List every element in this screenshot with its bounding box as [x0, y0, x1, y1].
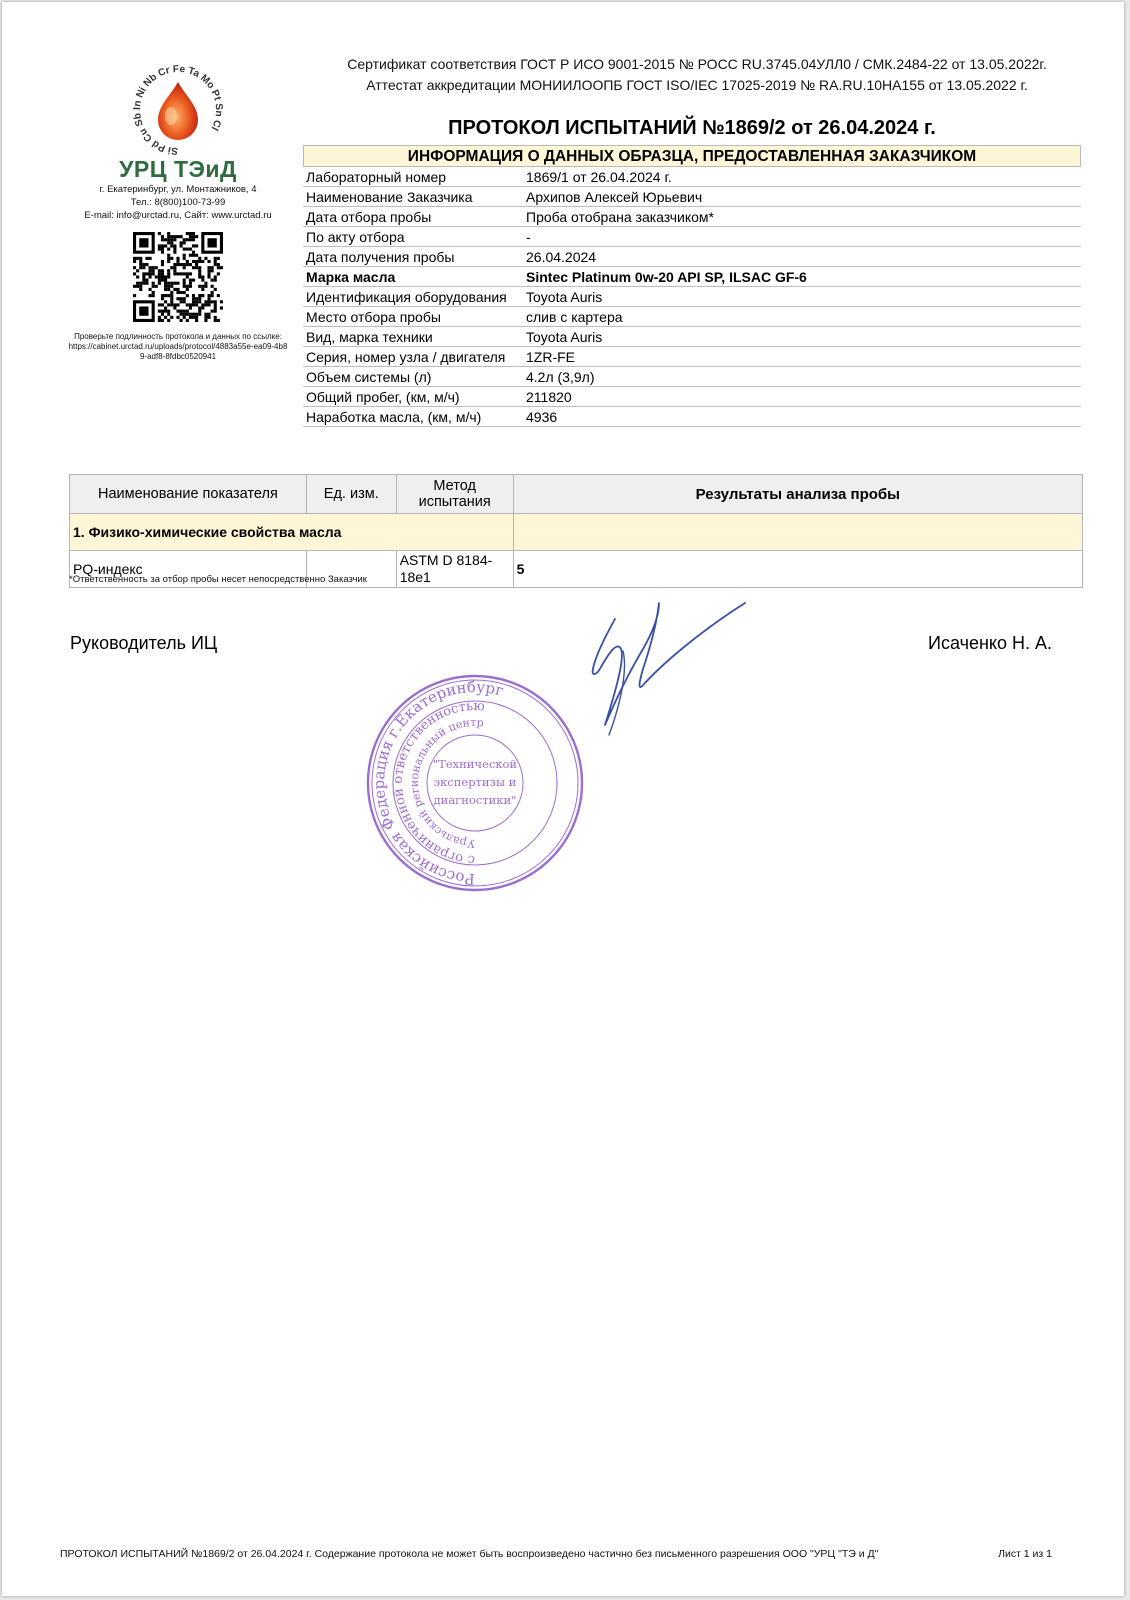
lab-address: г. Екатеринбург, ул. Монтажников, 4 [99, 184, 257, 195]
sample-info-heading: ИНФОРМАЦИЯ О ДАННЫХ ОБРАЗЦА, ПРЕДОСТАВЛЕННАЯ ЗАКАЗЧИКОМ [303, 145, 1081, 167]
stamp-outer-text: Российская Федерация г.Екатеринбург [369, 677, 506, 889]
info-value: 4.2л (3,9л) [526, 369, 595, 385]
info-label: Место отбора пробы [306, 309, 441, 325]
indicator-value: 5 [513, 551, 1082, 588]
lab-phone: Тел.: 8(800)100-73-99 [130, 197, 226, 208]
stamp-center-line-1: "Технической [432, 757, 518, 771]
info-row [303, 267, 1081, 287]
stamp-ring-text: с ограниченной ответственностью [390, 698, 486, 868]
indicator-name: PQ-индекс [70, 551, 307, 588]
info-value: Sintec Platinum 0w-20 API SP, ILSAC GF-6 [526, 269, 807, 285]
section-empty-cell [513, 514, 1082, 551]
info-label: Марка масла [306, 269, 396, 285]
info-value: Проба отобрана заказчиком* [526, 209, 715, 225]
info-row [303, 327, 1081, 347]
page-number: Лист 1 из 1 [998, 1548, 1052, 1560]
info-label: Общий пробег, (км, м/ч) [306, 389, 460, 405]
info-value: Toyota Auris [526, 329, 603, 345]
col-method: Метод испытания [396, 475, 513, 514]
info-row [303, 227, 1081, 247]
info-row [303, 187, 1081, 207]
accreditation-line: Аттестат аккредитации МОНИИЛООПБ ГОСТ ISO/IEC 17025-2019 № RA.RU.10НА155 от 13.05.2022 г. [366, 77, 1028, 93]
info-value: Toyota Auris [526, 289, 603, 305]
stamp-ring2-text: Уральский региональный центр [408, 715, 485, 851]
info-row [303, 347, 1081, 367]
qr-code-icon[interactable] [133, 232, 223, 322]
info-label: По акту отбора [306, 229, 405, 245]
col-indicator-name: Наименование показателя [70, 475, 307, 514]
indicator-method: ASTM D 8184-18e1 [396, 551, 513, 588]
signature-icon [587, 597, 757, 747]
col-results: Результаты анализа пробы [513, 475, 1082, 514]
footnote: *Ответственность за отбор пробы несет непосредственно Заказчик [69, 574, 367, 585]
stamp-center-line-2: экспертизы и [433, 775, 517, 789]
info-label: Объем системы (л) [306, 369, 432, 385]
certificate-line: Сертификат соответствия ГОСТ Р ИСО 9001-2015 № РОСС RU.3745.04УЛЛ0 / СМК.2484-22 от 13.05.2022г. [347, 56, 1047, 72]
signer-name: Исаченко Н. А. [928, 633, 1052, 653]
section-title: 1. Физико-химические свойства масла [70, 514, 514, 551]
info-value: 4936 [526, 409, 558, 425]
protocol-title: ПРОТОКОЛ ИСПЫТАНИЙ №1869/2 от 26.04.2024 г. [448, 117, 936, 139]
document-page [2, 2, 1124, 1596]
info-value: - [526, 229, 531, 245]
info-label: Дата получения пробы [306, 249, 455, 265]
info-value: 1869/1 от 26.04.2024 г. [526, 169, 672, 185]
lab-logo-icon [118, 52, 238, 156]
lab-email-site[interactable]: E-mail: info@urctad.ru, Сайт: www.urctad.ru [84, 210, 272, 221]
info-label: Вид, марка техники [306, 329, 433, 345]
info-row [303, 247, 1081, 267]
info-row [303, 307, 1081, 327]
info-row [303, 387, 1081, 407]
info-value: 1ZR-FE [526, 349, 575, 365]
info-label: Наименование Заказчика [306, 189, 473, 205]
info-value: 26.04.2024 [526, 249, 597, 265]
info-label: Идентификация оборудования [306, 289, 507, 305]
footer-notice: ПРОТОКОЛ ИСПЫТАНИЙ №1869/2 от 26.04.2024 г. Содержание протокола не может быть воспроизведено частично без письменного разрешения ООО "УРЦ "ТЭ и Д" [60, 1548, 879, 1560]
info-label: Лабораторный номер [306, 169, 447, 185]
info-value: Архипов Алексей Юрьевич [526, 189, 703, 205]
verify-text: Проверьте подлинность протокола и данных по ссылке: [74, 332, 282, 341]
emblem-letters: Si Pd Cu Sb In Ni Nb Cr Fe Ta Mo Pt Sn Cl [132, 63, 225, 156]
stamp-center-line-3: диагностики" [433, 793, 517, 807]
company-stamp-icon [364, 672, 586, 894]
info-value: слив с картера [526, 309, 623, 325]
info-row [303, 207, 1081, 227]
lab-name: УРЦ ТЭиД [119, 156, 237, 182]
info-row [303, 367, 1081, 387]
section-row [70, 514, 1083, 551]
info-value: 211820 [526, 389, 572, 405]
results-header-row [70, 475, 1083, 514]
col-unit: Ед. изм. [306, 475, 396, 514]
info-row [303, 287, 1081, 307]
verify-link[interactable]: https://cabinet.urctad.ru/uploads/protocol/4883a55e-ea09-4b89-adf8-8fdbc0520941 [68, 342, 288, 361]
info-label: Наработка масла, (км, м/ч) [306, 409, 482, 425]
info-label: Дата отбора пробы [306, 209, 432, 225]
info-label: Серия, номер узла / двигателя [306, 349, 506, 365]
signer-role: Руководитель ИЦ [70, 633, 218, 653]
info-row [303, 167, 1081, 187]
sample-info-table [303, 145, 1081, 427]
lab-branding [66, 52, 290, 362]
info-row [303, 407, 1081, 427]
results-table [69, 474, 1083, 588]
